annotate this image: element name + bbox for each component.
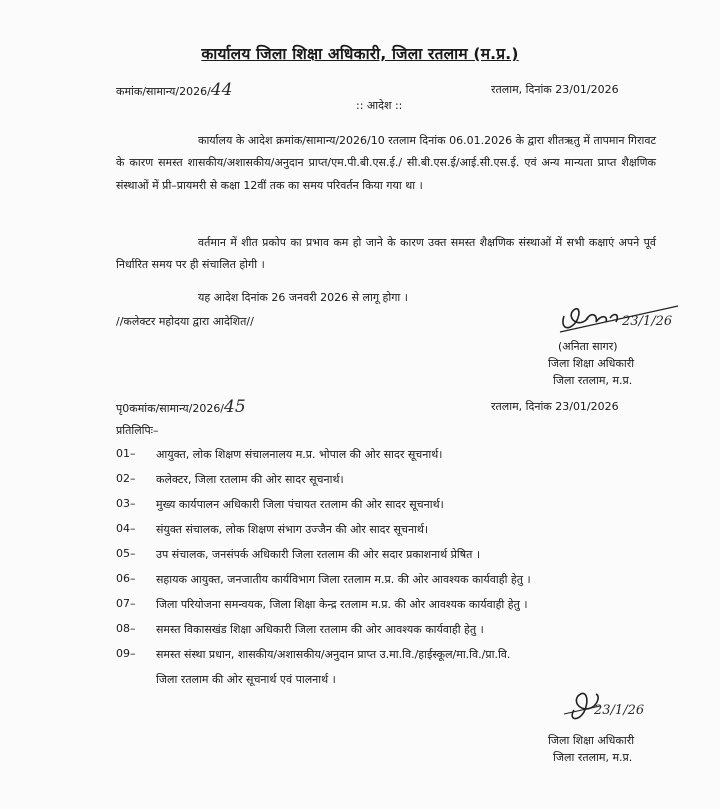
copy-recipient: सहायक आयुक्त, जनजातीय कार्यविभाग जिला रतलाम म.प्र. की ओर आवश्यक कार्यवाही हेतु । bbox=[156, 573, 531, 586]
order-heading: :: आदेश :: bbox=[356, 99, 403, 112]
order-paragraph-1: कार्यालय के आदेश क्रमांक/सामान्य/2026/10 रतलाम दिनांक 06.01.2026 के द्वारा शीतऋतु में तापमान गिरावट के कारण समस्त शासकीय/अशासकीय/अनुदान प्राप्त/एम.पी.बी.एस.ई./ सी.बी.एस.ई/आई.सी.एस.ई. एवं अन्य मान्यता प्राप्त शैक्षणिक संस्थाओं में प्री–प्रायमरी से कक्षा 12वीं तक का समय परिवर्तन किया गया था । bbox=[116, 134, 656, 192]
copy-number: 05– bbox=[116, 547, 136, 560]
copy-number: 08– bbox=[116, 622, 136, 635]
copy-recipient: आयुक्त, लोक शिक्षण संचालनालय म.प्र. भोपाल की ओर सादर सूचनार्थ। bbox=[156, 448, 443, 461]
copy-recipient-continued: जिला रतलाम की ओर सूचनार्थ एवं पालनार्थ । bbox=[156, 673, 336, 686]
signatory-2-designation: जिला शिक्षा अधिकारी bbox=[548, 734, 635, 747]
signatory-designation: जिला शिक्षा अधिकारी bbox=[548, 357, 635, 370]
copy-heading: प्रतिलिपिः– bbox=[116, 424, 159, 437]
copy-number: 02– bbox=[116, 472, 136, 485]
copy-recipient: मुख्य कार्यपालन अधिकारी जिला पंचायत रतलाम की ओर सादर सूचनार्थ। bbox=[156, 498, 444, 511]
collector-note: //कलेक्टर महोदया द्वारा आदेशित// bbox=[116, 315, 254, 328]
copy-recipient: संयुक्त संचालक, लोक शिक्षण संभाग उज्जैन की ओर सादर सूचनार्थ। bbox=[156, 523, 429, 536]
copy-number: 07– bbox=[116, 597, 136, 610]
ref-number-handwritten: 44 bbox=[210, 80, 233, 100]
signatory-2-location: जिला रतलाम, म.प्र. bbox=[553, 751, 633, 764]
office-title: कार्यालय जिला शिक्षा अधिकारी, जिला रतलाम (म.प्र.) bbox=[201, 45, 519, 63]
order-paragraph-2: वर्तमान में शीत प्रकोप का प्रभाव कम हो जाने के कारण उक्त समस्त शैक्षणिक संस्थाओं में सभी कक्षाएं अपने पूर्व निर्धारित समय पर ही संचालित होगी । bbox=[116, 236, 656, 272]
ref-prefix: कमांक/सामान्य/2026/ bbox=[116, 85, 211, 98]
order-reference bbox=[116, 80, 232, 100]
signature-2-date: 23/1/26 bbox=[594, 703, 645, 718]
copy-recipient: जिला परियोजना समन्वयक, जिला शिक्षा केन्द्र रतलाम म.प्र. की ओर आवश्यक कार्यवाही हेतु । bbox=[156, 598, 528, 611]
copy-number: 01– bbox=[116, 447, 136, 460]
copy-recipient: समस्त संस्था प्रधान, शासकीय/अशासकीय/अनुदान प्राप्त उ.मा.वि./हाईस्कूल/मा.वि./प्रा.वि. bbox=[156, 648, 511, 661]
signatory-location: जिला रतलाम, म.प्र. bbox=[553, 374, 633, 387]
endorsement-ref-number-handwritten: 45 bbox=[224, 397, 246, 417]
copy-number: 09– bbox=[116, 647, 136, 660]
place-date: रतलाम, दिनांक 23/01/2026 bbox=[491, 83, 619, 96]
copy-recipient: कलेक्टर, जिला रतलाम की ओर सादर सूचनार्थ। bbox=[156, 473, 344, 486]
signature-1-date: 23/1/26 bbox=[622, 314, 673, 329]
endorsement-place-date: रतलाम, दिनांक 23/01/2026 bbox=[491, 400, 619, 413]
copy-number: 04– bbox=[116, 522, 136, 535]
copy-recipient: उप संचालक, जनसंपर्क अधिकारी जिला रतलाम की ओर सदार प्रकाशनार्थ प्रेषित । bbox=[156, 548, 481, 561]
endorsement-reference bbox=[116, 397, 246, 417]
copy-number: 03– bbox=[116, 497, 136, 510]
order-paragraph-3: यह आदेश दिनांक 26 जनवरी 2026 से लागू होगा । bbox=[198, 291, 408, 304]
copy-recipient: समस्त विकासखंड शिक्षा अधिकारी जिला रतलाम की ओर आवश्यक कार्यवाही हेतु । bbox=[156, 623, 484, 636]
signatory-name: (अनिता सागर) bbox=[558, 340, 618, 353]
copy-number: 06– bbox=[116, 572, 136, 585]
endorsement-ref-prefix: पृ0कमांक/सामान्य/2026/ bbox=[116, 402, 225, 415]
